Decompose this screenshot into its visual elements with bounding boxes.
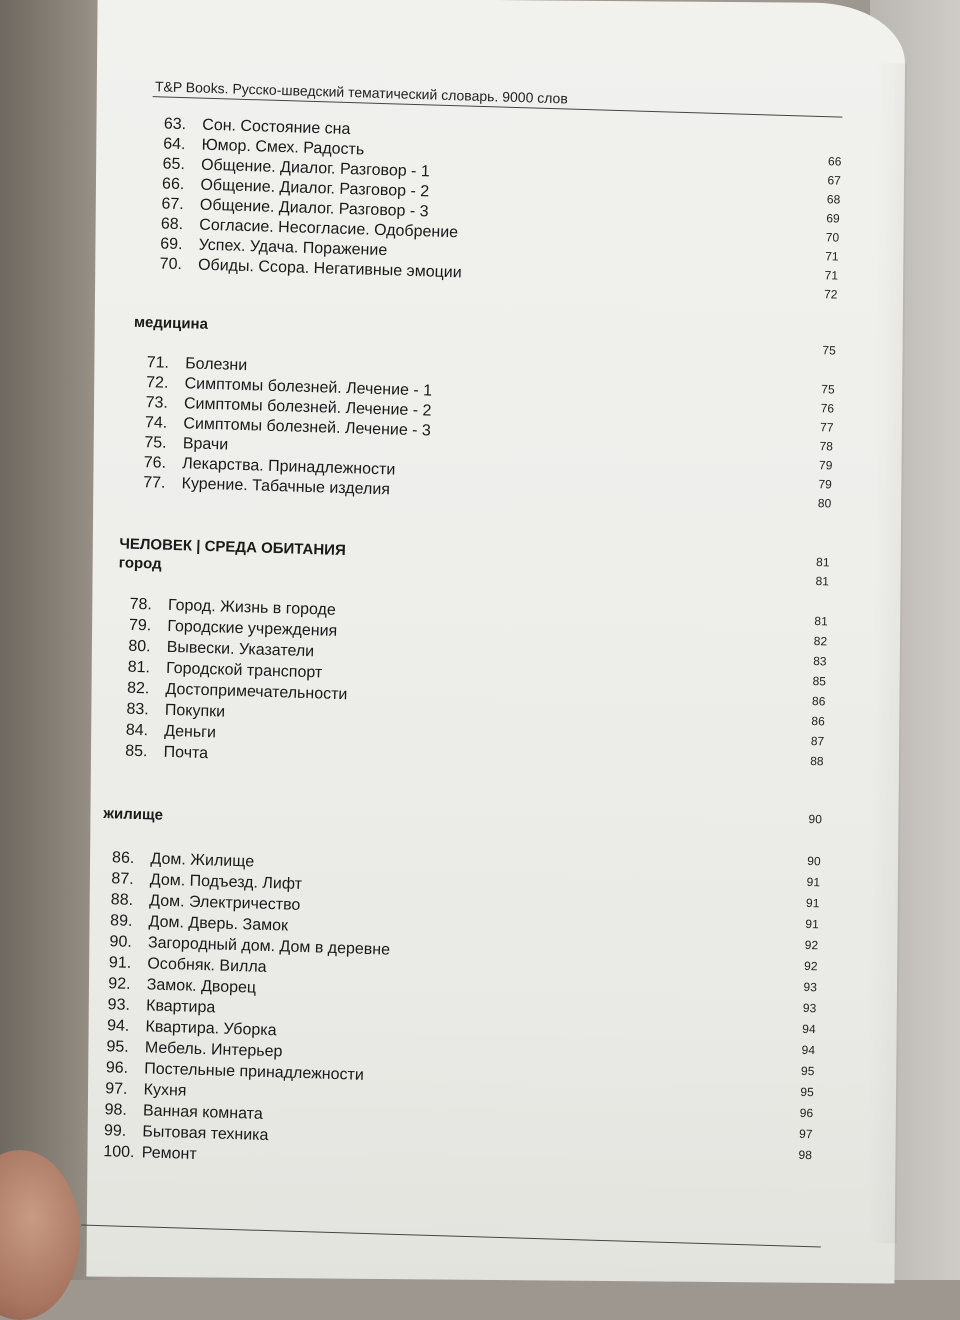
toc-page-number: 69	[826, 211, 840, 226]
toc-page-number: 95	[800, 1084, 814, 1100]
toc-entry: 65. Общение. Диалог. Разговор - 1	[162, 155, 430, 181]
toc-page-number: 92	[804, 937, 819, 953]
toc-entry: 90. Загородный дом. Дом в деревне	[109, 933, 391, 959]
toc-entry: 67. Общение. Диалог. Разговор - 3	[161, 195, 429, 221]
toc-entry: 81. Городской транспорт	[127, 658, 323, 682]
toc-entry: 68. Согласие. Несогласие. Одобрение	[160, 215, 459, 242]
toc-page-number: 96	[799, 1105, 814, 1121]
toc-entry: 72. Симптомы болезней. Лечение - 1	[145, 374, 433, 400]
toc-page-number: 88	[810, 753, 824, 769]
toc-entry: 88. Дом. Электричество	[110, 891, 301, 914]
toc-page-number: 86	[811, 694, 826, 709]
toc-entry: 79. Городские учреждения	[128, 616, 338, 640]
toc-page-number: 93	[803, 979, 818, 995]
toc-entry: 66. Общение. Диалог. Разговор - 2	[161, 175, 430, 201]
toc-entry: 86. Дом. Жилище	[111, 849, 255, 871]
toc-entry: 93. Квартира	[107, 996, 216, 1017]
toc-page-number: 87	[810, 733, 825, 749]
toc-entry: 85. Почта	[124, 742, 209, 763]
book-page	[86, 0, 905, 1284]
toc-entry: 89. Дом. Дверь. Замок	[109, 912, 289, 935]
toc-page-number: 78	[819, 439, 834, 454]
toc-page-number: 70	[825, 230, 840, 245]
part-title: ЧЕЛОВЕК | СРЕДА ОБИТАНИЯ	[119, 535, 346, 560]
toc-page-number: 71	[825, 249, 839, 264]
toc-entry: 77. Курение. Табачные изделия	[142, 474, 391, 499]
footer-rule	[81, 1225, 821, 1248]
toc-entry: 78. Город. Жизнь в городе	[129, 595, 337, 619]
toc-entry: 92. Замок. Дворец	[108, 975, 257, 997]
section-title-housing: жилище	[103, 805, 164, 824]
toc-page-number: 71	[824, 268, 839, 283]
toc-page-number: 80	[817, 496, 832, 511]
toc-page-number: 90	[807, 853, 821, 869]
toc-page-number: 94	[802, 1021, 816, 1037]
toc-entry: 76. Лекарства. Принадлежности	[143, 454, 396, 479]
toc-entry: 98. Ванная комната	[104, 1101, 263, 1123]
toc-entry: 64. Юмор. Смех. Радость	[163, 135, 365, 159]
toc-page-number: 68	[826, 192, 841, 207]
toc-entry: 97. Кухня	[104, 1080, 187, 1100]
page-content	[60, 0, 906, 1300]
toc-page-number: 76	[820, 401, 835, 416]
section-title-city: город	[118, 554, 162, 573]
toc-page-number: 79	[818, 458, 833, 473]
toc-entry: 63. Сон. Состояние сна	[163, 115, 351, 139]
toc-page-number: 66	[827, 154, 842, 169]
toc-page-number: 92	[803, 958, 818, 974]
toc-page-number: 94	[801, 1042, 816, 1058]
toc-page-number: 81	[815, 555, 830, 570]
toc-page-number: 98	[798, 1147, 813, 1163]
toc-entry: 99. Бытовая техника	[103, 1122, 269, 1145]
toc-page-number: 97	[798, 1126, 813, 1142]
toc-entry: 84. Деньги	[125, 721, 217, 742]
toc-entry: 73. Симптомы болезней. Лечение - 2	[145, 394, 432, 420]
toc-entry: 71. Болезни	[146, 354, 248, 375]
toc-page-number: 79	[818, 477, 833, 492]
toc-page-number: 91	[805, 916, 819, 932]
toc-page-number: 81	[814, 614, 828, 629]
toc-entry: 70. Обиды. Ссора. Негативные эмоции	[159, 255, 462, 282]
toc-page-number: 86	[811, 713, 825, 729]
toc-entry: 69. Успех. Удача. Поражение	[160, 235, 388, 260]
toc-page-number: 90	[808, 811, 823, 827]
toc-entry: 82. Достопримечательности	[126, 679, 348, 704]
toc-entry: 87. Дом. Подъезд. Лифт	[111, 870, 303, 893]
toc-entry: 74. Симптомы болезней. Лечение - 3	[144, 414, 432, 440]
toc-page-number: 67	[827, 173, 842, 188]
toc-page-number: 83	[812, 654, 827, 669]
toc-entry: 100. Ремонт	[103, 1143, 197, 1163]
toc-entry: 80. Вывески. Указатели	[128, 637, 315, 661]
toc-page-number: 81	[815, 574, 830, 589]
toc-page-number: 91	[805, 895, 820, 911]
toc-page-number: 77	[819, 420, 834, 435]
toc-page-number: 91	[806, 874, 821, 890]
toc-page-number: 75	[822, 343, 836, 358]
running-head: T&P Books. Русско-шведский тематический словарь. 9000 слов	[154, 78, 569, 107]
toc-entry: 75. Врачи	[144, 434, 229, 454]
toc-page-number: 75	[821, 382, 835, 397]
section-title-medicine: медицина	[133, 313, 209, 333]
toc-entry: 96. Постельные принадлежности	[105, 1059, 365, 1084]
toc-page-number: 93	[802, 1000, 817, 1016]
toc-entry: 94. Квартира. Уборка	[106, 1017, 277, 1040]
toc-entry: 83. Покупки	[126, 700, 226, 721]
toc-page-number: 72	[823, 287, 838, 302]
toc-page-number: 82	[813, 634, 828, 649]
toc-page-number: 95	[800, 1063, 815, 1079]
toc-page-number: 85	[812, 674, 827, 689]
toc-entry: 95. Мебель. Интерьер	[106, 1038, 283, 1061]
toc-entry: 91. Особняк. Вилла	[108, 954, 267, 976]
